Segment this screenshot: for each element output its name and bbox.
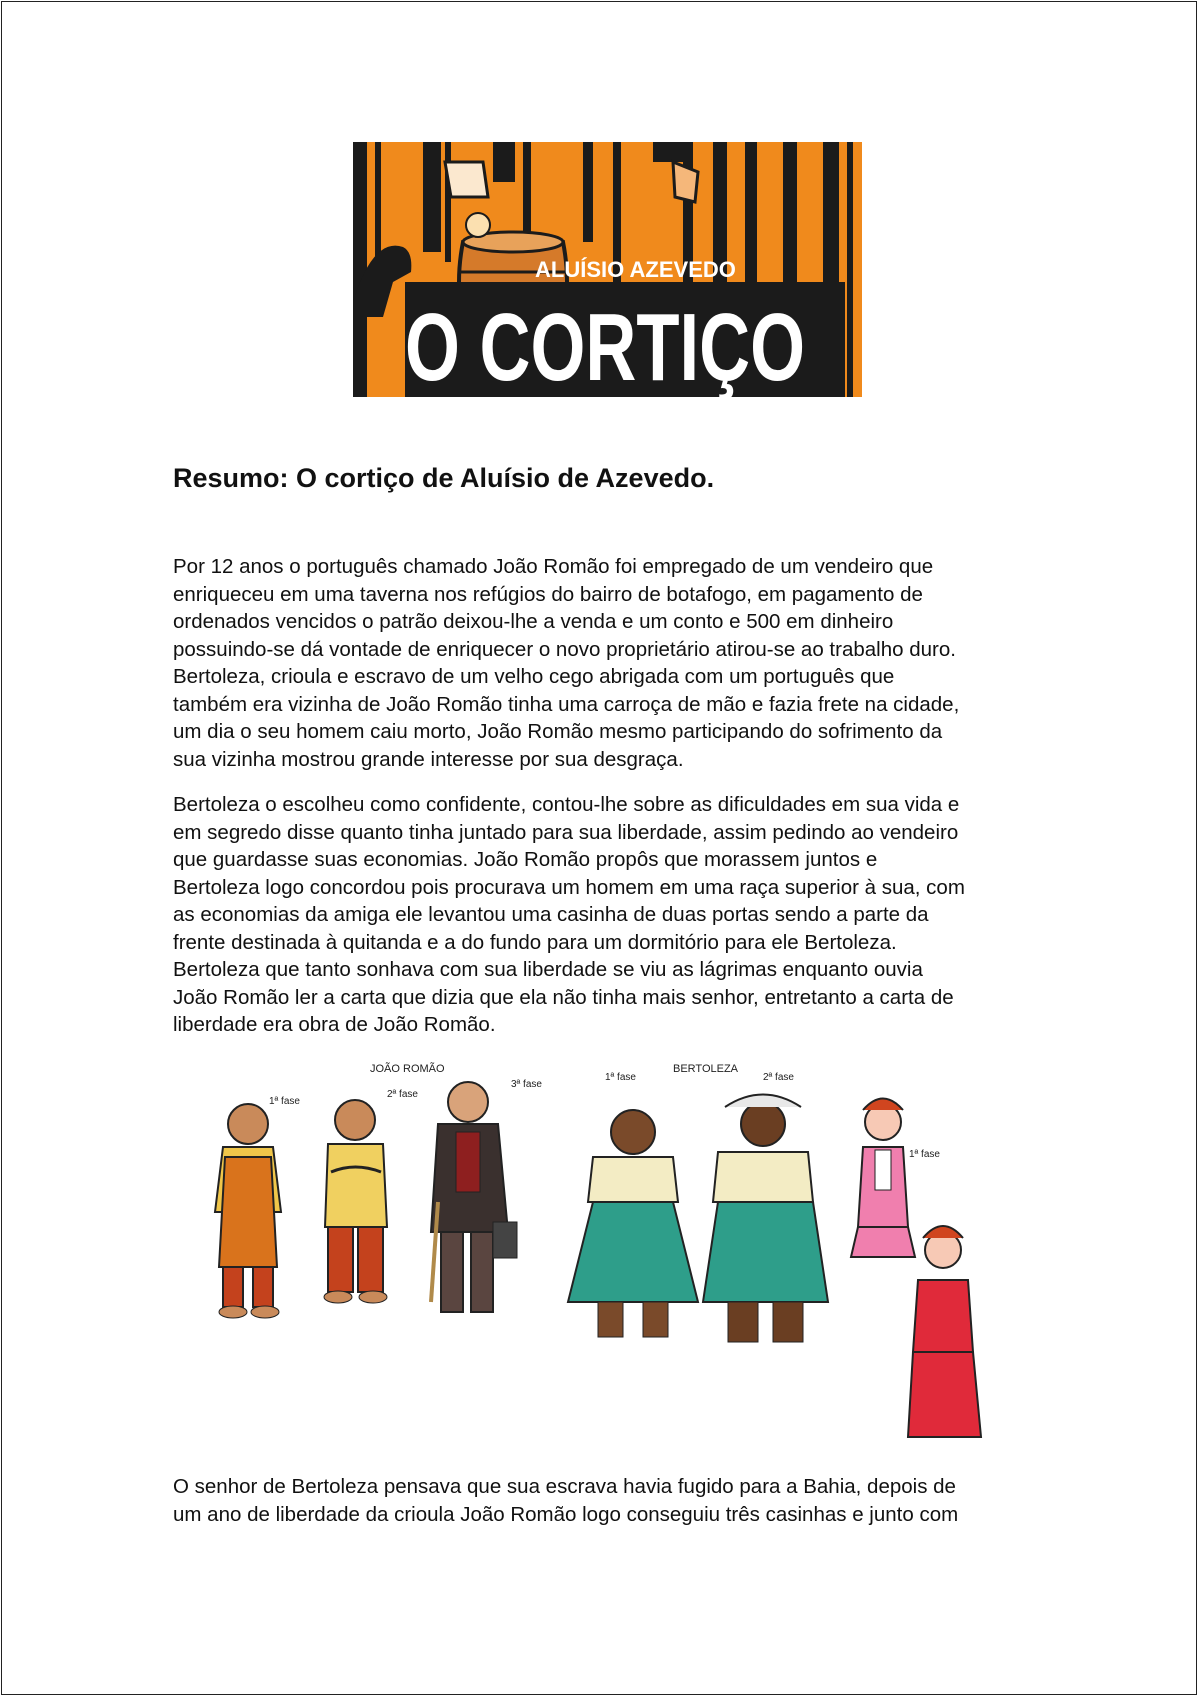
text-line: um dia o seu homem caiu morto, João Romão mesmo participando do sofrimento da [173,720,943,743]
text-line: enriqueceu em uma taverna nos refúgios do bairro de botafogo, em pagamento de [173,582,923,606]
text-line: possuindo-se dá vontade de enriquecer o novo proprietário atirou-se ao trabalho duro. [173,637,956,661]
label-fase-1-woman: 1ª fase [909,1149,940,1160]
text-line: Por 12 anos o português chamado João Romão foi empregado de um vendeiro que [173,555,934,578]
character-woman-red [908,1226,981,1437]
paragraph-2 [173,791,965,1039]
text-line: Bertoleza o escolheu como confidente, contou-lhe sobre as dificuldades em sua vida e [173,793,960,816]
character-joao-romao-1 [215,1104,281,1318]
text-line: liberdade era obra de João Romão. [173,1013,496,1036]
text-line: em segredo disse quanto tinha juntado para sua liberdade, assim pedindo ao vendeiro [173,820,959,844]
text-line: Bertoleza que tanto sonhava com sua liberdade se viu as lágrimas enquanto ouvia [173,958,923,981]
label-fase-2-joao: 2ª fase [387,1089,418,1100]
character-woman-pink [851,1099,915,1258]
character-bertoleza-2 [703,1095,828,1343]
cover-author: ALUÍSIO AZEVEDO [535,257,736,282]
paragraph-3 [173,1473,958,1528]
text-line: sua vizinha mostrou grande interesse por sua desgraça. [173,747,684,771]
page-title: Resumo: O cortiço de Aluísio de Azevedo. [173,463,715,493]
text-line: O senhor de Bertoleza pensava que sua escrava havia fugido para a Bahia, depois de [173,1475,956,1498]
text-line: um ano de liberdade da crioula João Romão logo conseguiu três casinhas e junto com [173,1502,959,1526]
paragraph-1 [173,553,959,773]
text-line: ordenados vencidos o patrão deixou-lhe a venda e um conto e 500 em dinheiro [173,610,894,633]
label-fase-3-joao: 3ª fase [511,1079,542,1090]
cover-title: O CORTIÇO [405,294,805,401]
character-sketches-image [173,1052,1025,1448]
character-joao-romao-2 [324,1100,387,1303]
label-fase-2-bertoleza: 2ª fase [763,1072,794,1083]
book-cover-image [353,142,862,401]
text-line: as economias da amiga ele levantou uma casinha de duas portas sendo a parte da [173,903,929,926]
character-joao-romao-3 [431,1082,517,1312]
character-bertoleza-1 [568,1110,698,1337]
label-joao-romao: JOÃO ROMÃO [370,1063,445,1075]
text-line: frente destinada à quitanda e a do fundo para um dormitório para ele Bertoleza. [173,930,897,954]
text-line: Bertoleza, crioula e escravo de um velho cego abrigada com um português que [173,665,895,688]
text-line: João Romão ler a carta que dizia que ela não tinha mais senhor, entretanto a carta de [173,985,954,1009]
text-line: também era vizinha de João Romão tinha uma carroça de mão e fazia frete na cidade, [173,692,960,716]
text-line: Bertoleza logo concordou pois procurava um homem em uma raça superior à sua, com [173,875,965,899]
label-fase-1-joao: 1ª fase [269,1096,300,1107]
label-fase-1-bertoleza: 1ª fase [605,1072,636,1083]
label-bertoleza: BERTOLEZA [673,1063,739,1075]
text-line: que guardasse suas economias. João Romão propôs que morassem juntos e [173,848,878,871]
